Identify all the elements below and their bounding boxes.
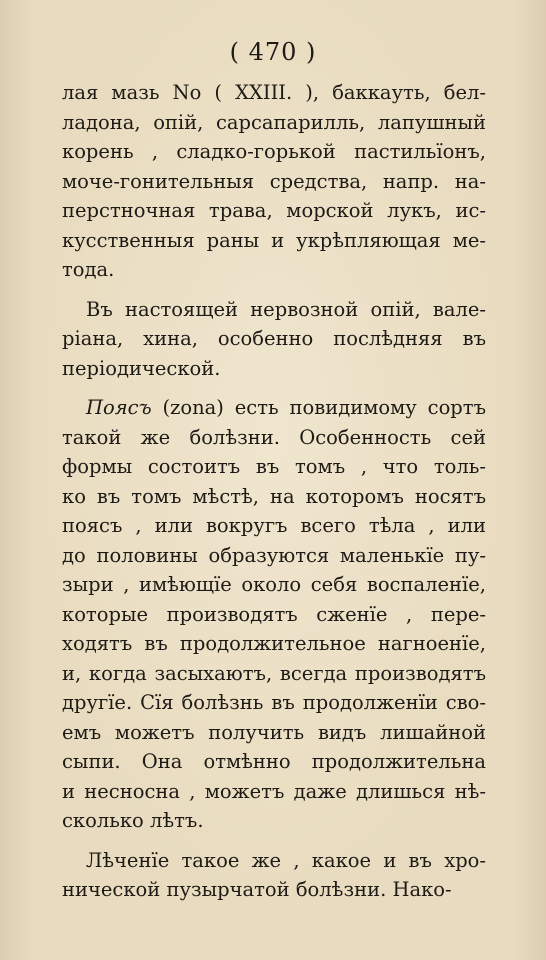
text-line: тода. [62,258,115,281]
page-number: ( 470 ) [229,38,317,66]
text-line [62,393,486,423]
text-line: нической пузырчатой болѣзни. Нако- [62,878,452,901]
text-line: лая мазь No ( XXIII. ), баккауть, бел- [62,81,486,104]
text-line: и несносна , можетъ даже длишься нѣ- [62,779,486,803]
paragraph [62,393,486,836]
text-line: ріана, хина, особенно послѣдняя въ [62,327,486,350]
text-line: Въ настоящей нервозной опій, вале- [86,297,486,321]
text-line: и, когда засыхаютъ, всегда производятъ [62,661,486,685]
paragraph [62,295,486,384]
text-line: ко въ томъ мѣстѣ, на которомъ носятъ [62,484,486,508]
text-line: перстночная трава, морской лукъ, ис- [62,199,486,222]
text-line: емъ можетъ получить видъ лишайной [62,720,486,744]
line-text: (zona) есть повидимому сортъ [151,396,486,419]
paragraph [62,846,486,905]
text-line: періодической. [62,356,221,380]
text-line: поясъ , или вокругъ всего тѣла , или [62,514,486,537]
italic-term: Поясъ [86,396,152,419]
text-line: сыпи. Она отмѣнно продолжительна [62,750,486,773]
text-line: другїе. Сїя болѣзнь въ продолженїи сво- [62,691,486,714]
text-line: которые производятъ сженїе , пере- [62,602,486,626]
text-line: ходятъ въ продолжительное нагноенїе, [62,632,486,655]
text-block [62,78,486,905]
text-line: ладона, опій, сарсапарилль, лапушный [62,110,486,134]
text-line: такой же болѣзни. Особенность сей [62,425,486,449]
text-line: формы состоитъ въ томъ , что толь- [62,455,486,478]
text-line: до половины образуются маленькїе пу- [62,543,486,567]
text-line: корень , сладко-горькой пастильїонъ, [62,140,486,163]
text-line: сколько лѣтъ. [62,809,204,832]
text-line: моче-гонительныя средства, напр. на- [62,169,486,193]
text-line: кусственныя раны и укрѣпляющая ме- [62,228,486,252]
text-line: зыри , имѣющїе около себя воспаленїе, [62,573,486,596]
text-line: Лѣченїе такое же , какое и въ хро- [86,848,486,872]
paragraph [62,78,486,285]
